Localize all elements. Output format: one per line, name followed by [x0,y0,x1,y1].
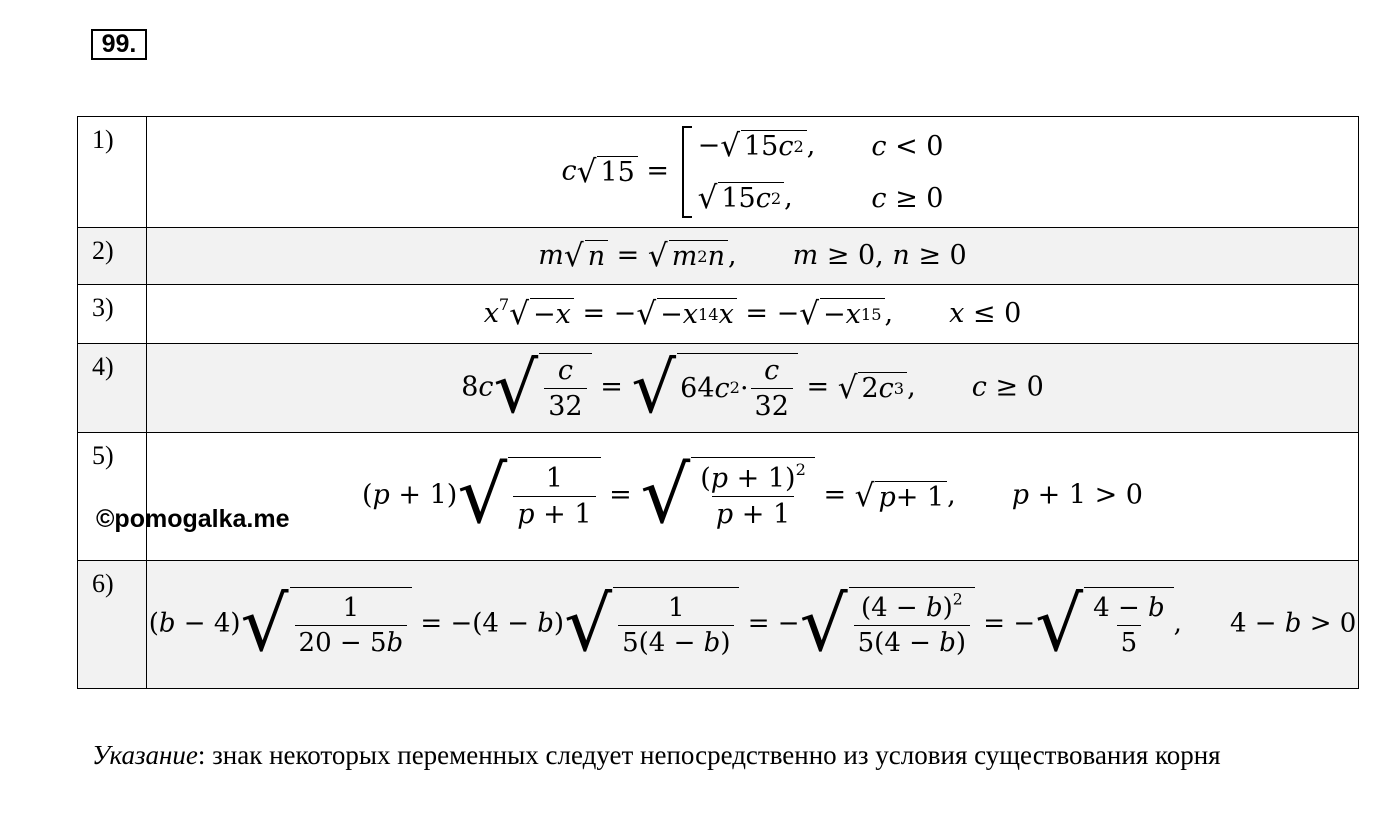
formula-3: $x^7$ √ − x = − √ − x 14 x = − √ − x 15 , x ≤ 0 [147,285,1359,344]
formula-6: (b − 4) √ $\frac{1}{20 - 5b}$ = −(4 − b) √ $\frac{1}{5(4 - b)}$ = − √ $\frac{(4 - b)^2}{5(4 - b)}$ = − √ $\frac{4 - b}{5}$ , 4 − b > 0 [147,561,1359,689]
formula-2: m √ n = √ m 2 n , m ≥ 0, n ≥ 0 [147,228,1359,285]
solutions-table [77,116,1359,689]
row-number: 3) [78,285,147,344]
table-row [78,285,1359,344]
table-row [78,228,1359,285]
hint-label: Указание [92,740,198,770]
row-number: 5) [78,433,147,561]
hint-body: : знак некоторых переменных следует непосредственно из условия существования корня [197,740,1221,770]
table-row [78,344,1359,433]
formula-4: 8c √ $\frac{c}{32}$ = √ 64 c 2 · $\frac{c}{32}$ = √ 2 c 3 , c ≥ 0 [147,344,1359,433]
table-row [78,433,1359,561]
row-number: 6) [78,561,147,689]
formula-1: c √ 15 = − √ 15 c 2 , c < 0 √ 15 c 2 , c ≥ 0 [147,117,1359,228]
row-number: 1) [78,117,147,228]
table-row [78,117,1359,228]
table-row [78,561,1359,689]
row-number: 2) [78,228,147,285]
formula-5: (p + 1) √ $\frac{1}{p + 1}$ = √ $\frac{(p + 1)^2}{p + 1}$ = √ p + 1 , p + 1 > 0 [147,433,1359,561]
row-number: 4) [78,344,147,433]
watermark: ©pomogalka.me [96,505,290,533]
hint-text [92,734,1332,776]
problem-number: 99. [91,29,147,60]
